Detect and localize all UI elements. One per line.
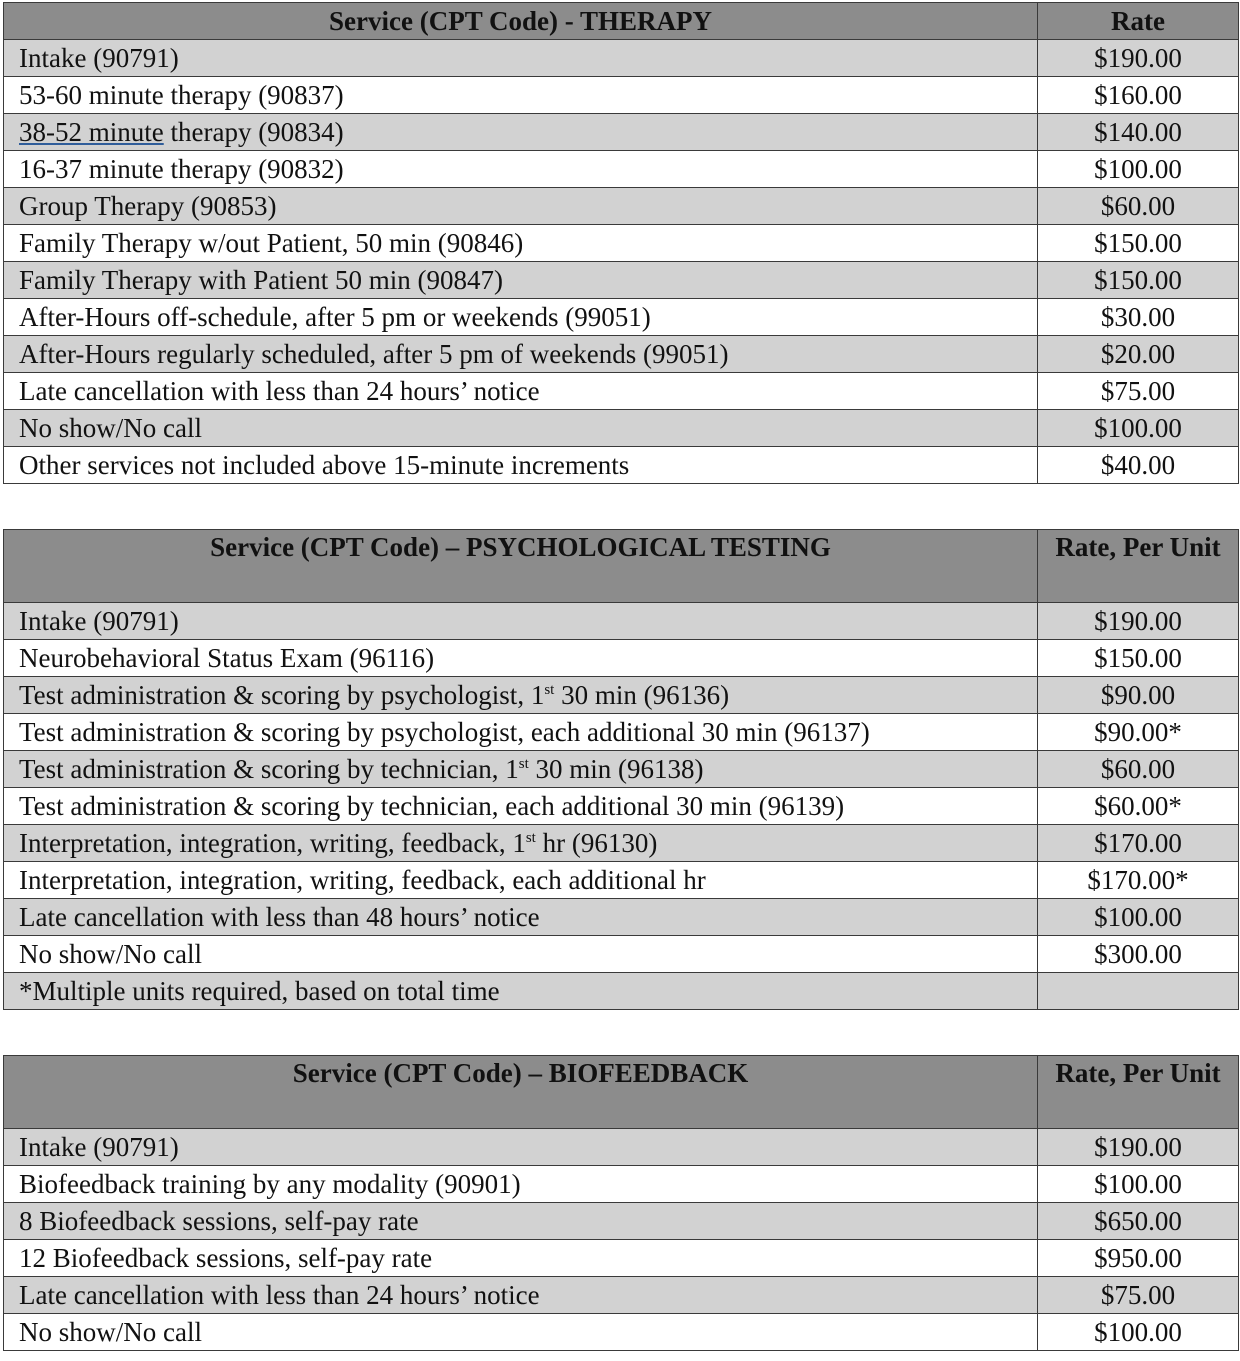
table-row	[4, 1203, 1239, 1240]
table-row	[4, 1277, 1239, 1314]
table-header-row	[4, 530, 1239, 603]
service-column-header: Service (CPT Code) – BIOFEEDBACK	[4, 1056, 1038, 1129]
service-cell: Late cancellation with less than 24 hours’ notice	[4, 373, 1038, 410]
service-cell: 16-37 minute therapy (90832)	[4, 151, 1038, 188]
rate-cell: $60.00	[1038, 188, 1239, 225]
service-cell: Other services not included above 15-minute increments	[4, 447, 1038, 484]
service-cell	[4, 825, 1038, 862]
table-row	[4, 225, 1239, 262]
rate-cell: $20.00	[1038, 336, 1239, 373]
table-row	[4, 677, 1239, 714]
service-cell: 53-60 minute therapy (90837)	[4, 77, 1038, 114]
service-cell: Late cancellation with less than 24 hours’ notice	[4, 1277, 1038, 1314]
table-row	[4, 262, 1239, 299]
service-cell: Biofeedback training by any modality (90901)	[4, 1166, 1038, 1203]
rate-cell: $950.00	[1038, 1240, 1239, 1277]
rate-cell: $60.00*	[1038, 788, 1239, 825]
rate-cell: $100.00	[1038, 151, 1239, 188]
service-column-header: Service (CPT Code) – PSYCHOLOGICAL TESTING	[4, 530, 1038, 603]
service-text: Test administration & scoring by technician, 1	[19, 754, 519, 784]
rate-cell: $75.00	[1038, 1277, 1239, 1314]
rate-cell: $300.00	[1038, 936, 1239, 973]
table-row	[4, 603, 1239, 640]
table-row	[4, 899, 1239, 936]
rate-cell	[1038, 973, 1239, 1010]
rate-cell: $170.00	[1038, 825, 1239, 862]
table-row	[4, 825, 1239, 862]
table-row	[4, 714, 1239, 751]
ordinal-suffix: st	[518, 756, 529, 772]
rate-cell: $150.00	[1038, 640, 1239, 677]
service-cell: After-Hours off-schedule, after 5 pm or weekends (99051)	[4, 299, 1038, 336]
service-cell: Neurobehavioral Status Exam (96116)	[4, 640, 1038, 677]
service-cell	[4, 114, 1038, 151]
service-cell: Intake (90791)	[4, 40, 1038, 77]
table-row	[4, 788, 1239, 825]
service-cell: Late cancellation with less than 48 hours’ notice	[4, 899, 1038, 936]
ordinal-suffix: st	[544, 682, 555, 698]
table-row	[4, 410, 1239, 447]
rate-cell: $150.00	[1038, 262, 1239, 299]
table-header-row	[4, 3, 1239, 40]
service-cell: After-Hours regularly scheduled, after 5 pm of weekends (99051)	[4, 336, 1038, 373]
rate-cell: $40.00	[1038, 447, 1239, 484]
service-cell: Test administration & scoring by technician, each additional 30 min (96139)	[4, 788, 1038, 825]
service-cell: No show/No call	[4, 936, 1038, 973]
rate-cell: $190.00	[1038, 603, 1239, 640]
table-row	[4, 1129, 1239, 1166]
table-row	[4, 40, 1239, 77]
service-cell: Intake (90791)	[4, 603, 1038, 640]
service-cell: Family Therapy with Patient 50 min (90847)	[4, 262, 1038, 299]
rate-cell: $170.00*	[1038, 862, 1239, 899]
rate-column-header: Rate, Per Unit	[1038, 530, 1239, 603]
rate-cell: $190.00	[1038, 1129, 1239, 1166]
service-cell: Intake (90791)	[4, 1129, 1038, 1166]
table-row	[4, 751, 1239, 788]
table-row	[4, 299, 1239, 336]
therapy-fee-table	[3, 2, 1239, 484]
rate-cell: $100.00	[1038, 899, 1239, 936]
service-cell: Interpretation, integration, writing, feedback, each additional hr	[4, 862, 1038, 899]
service-text: Interpretation, integration, writing, feedback, 1	[19, 828, 526, 858]
rate-cell: $100.00	[1038, 1314, 1239, 1351]
service-cell: 8 Biofeedback sessions, self-pay rate	[4, 1203, 1038, 1240]
rate-cell: $160.00	[1038, 77, 1239, 114]
table-row	[4, 114, 1239, 151]
rate-cell: $90.00*	[1038, 714, 1239, 751]
rate-column-header: Rate	[1038, 3, 1239, 40]
table-row	[4, 973, 1239, 1010]
service-text: Test administration & scoring by psychologist, 1	[19, 680, 545, 710]
biofeedback-fee-table	[3, 1055, 1239, 1351]
table-row	[4, 1240, 1239, 1277]
table-row	[4, 862, 1239, 899]
ordinal-suffix: st	[525, 830, 536, 846]
service-cell	[4, 677, 1038, 714]
rate-cell: $650.00	[1038, 1203, 1239, 1240]
service-underlined-text: 38-52 minute	[19, 117, 164, 147]
table-row	[4, 640, 1239, 677]
table-row	[4, 188, 1239, 225]
rate-cell: $100.00	[1038, 1166, 1239, 1203]
service-cell: No show/No call	[4, 410, 1038, 447]
service-cell: No show/No call	[4, 1314, 1038, 1351]
table-row	[4, 336, 1239, 373]
testing-fee-table	[3, 529, 1239, 1010]
table-header-row	[4, 1056, 1239, 1129]
service-text: 30 min (96136)	[554, 680, 730, 710]
table-row	[4, 77, 1239, 114]
rate-cell: $90.00	[1038, 677, 1239, 714]
rate-cell: $30.00	[1038, 299, 1239, 336]
rate-cell: $100.00	[1038, 410, 1239, 447]
table-row	[4, 151, 1239, 188]
service-cell: Family Therapy w/out Patient, 50 min (90846)	[4, 225, 1038, 262]
table-row	[4, 1314, 1239, 1351]
service-cell: Test administration & scoring by psychologist, each additional 30 min (96137)	[4, 714, 1038, 751]
service-text: therapy (90834)	[163, 117, 344, 147]
table-row	[4, 447, 1239, 484]
service-column-header: Service (CPT Code) - THERAPY	[4, 3, 1038, 40]
table-row	[4, 936, 1239, 973]
rate-cell: $140.00	[1038, 114, 1239, 151]
service-cell: 12 Biofeedback sessions, self-pay rate	[4, 1240, 1038, 1277]
service-text: hr (96130)	[535, 828, 658, 858]
rate-cell: $150.00	[1038, 225, 1239, 262]
table-row	[4, 1166, 1239, 1203]
rate-cell: $60.00	[1038, 751, 1239, 788]
service-text: 30 min (96138)	[528, 754, 704, 784]
rate-cell: $190.00	[1038, 40, 1239, 77]
service-cell: Group Therapy (90853)	[4, 188, 1038, 225]
rate-cell: $75.00	[1038, 373, 1239, 410]
table-row	[4, 373, 1239, 410]
rate-column-header: Rate, Per Unit	[1038, 1056, 1239, 1129]
footnote-cell: *Multiple units required, based on total time	[4, 973, 1038, 1010]
service-cell	[4, 751, 1038, 788]
